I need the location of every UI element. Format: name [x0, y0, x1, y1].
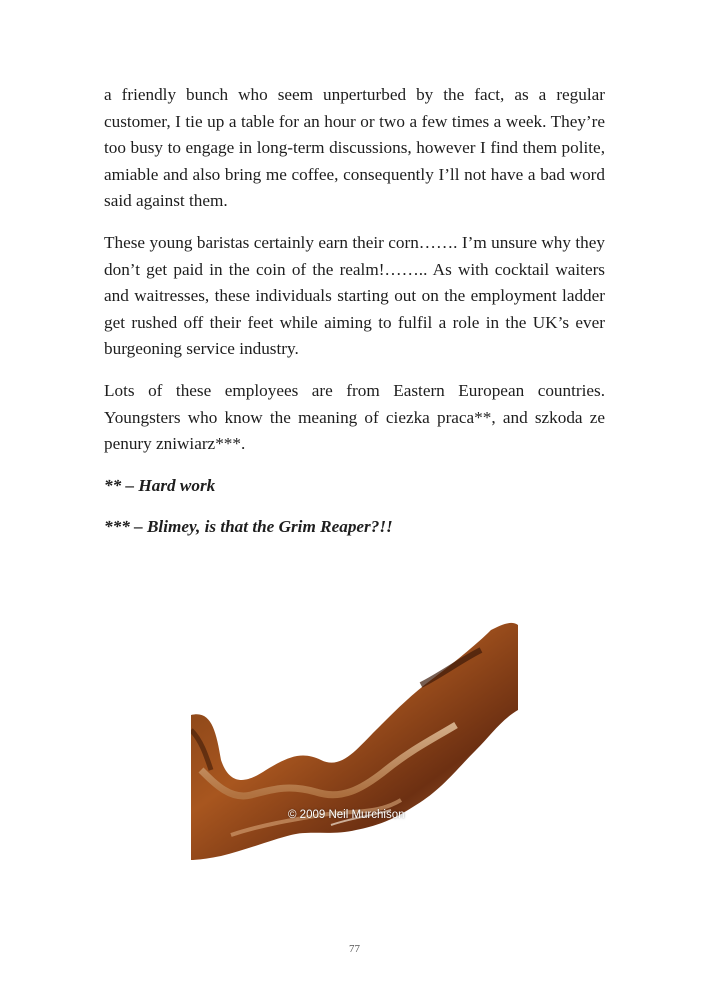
photo-credit: © 2009 Neil Murchison	[288, 809, 405, 821]
body-paragraph-1: a friendly bunch who seem unperturbed by the fact, as a regular customer, I tie up a table for an hour or two a few times a week. They’re too busy to engage in long-term discussions, however I find them polite, amiable and also bring me coffee, consequently I’ll not have a bad word said against them.	[104, 85, 605, 211]
body-paragraph-3: Lots of these employees are from Eastern European countries. Youngsters who know the meaning of ciezka praca**, and szkoda ze penury zniwiarz***.	[104, 380, 605, 454]
page-body	[104, 82, 605, 556]
body-paragraph-2: These young baristas certainly earn their corn……. I’m unsure why they don’t get paid in the coin of the realm!…….. As with cocktail waiters and waitresses, these individuals starting out on the employment ladder get rushed off their feet while aiming to fulfil a role in the UK’s ever burgeoning service industry.	[104, 232, 605, 359]
bacon-strip-illustration	[191, 620, 518, 860]
footnote-hard-work: ** – Hard work	[104, 475, 216, 495]
bacon-photo	[191, 620, 518, 860]
page-number: 77	[349, 943, 360, 955]
footnote-grim-reaper: *** – Blimey, is that the Grim Reaper?!!	[104, 517, 393, 537]
